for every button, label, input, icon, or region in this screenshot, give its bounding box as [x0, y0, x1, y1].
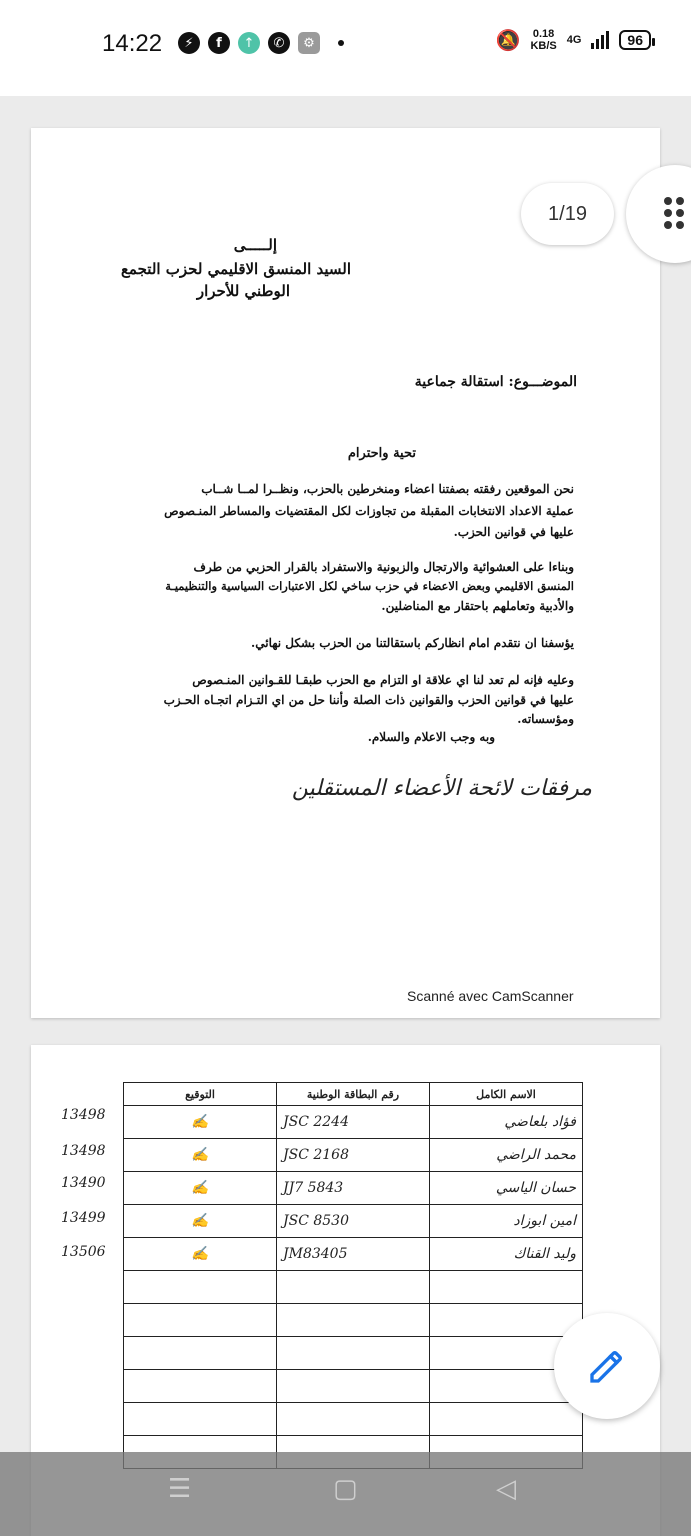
facebook-icon: f	[208, 32, 230, 54]
settings-icon: ⚙	[298, 32, 320, 54]
table-row	[124, 1238, 583, 1271]
more-notifications-dot	[338, 40, 344, 46]
side-number: 13498	[61, 1107, 106, 1123]
national-id: JM83405	[277, 1238, 430, 1271]
side-number: 13498	[61, 1143, 106, 1159]
paragraph-4-line-3: ومؤسساته.	[517, 712, 574, 726]
upload-icon: ↑	[238, 32, 260, 54]
full-name: امين ابوزاد	[430, 1205, 583, 1238]
table-header-row	[124, 1083, 583, 1106]
table-row-empty	[124, 1403, 583, 1436]
full-name: فؤاد بلعاضي	[430, 1106, 583, 1139]
pencil-icon	[587, 1346, 627, 1386]
full-name: حسان الياسي	[430, 1172, 583, 1205]
back-icon[interactable]: ◁	[496, 1474, 516, 1504]
battery-icon	[619, 30, 651, 50]
camscanner-footer: Scanné avec CamScanner	[407, 988, 574, 1004]
letter-addressee-line2: الوطني للأحرار	[196, 282, 290, 300]
full-name: محمد الراضي	[430, 1139, 583, 1172]
letter-addressee-line1: السيد المنسق الاقليمي لحزب التجمع	[120, 260, 351, 278]
recent-apps-icon[interactable]: ☰	[168, 1474, 192, 1504]
side-number: 13506	[61, 1244, 106, 1260]
handwritten-note: مرفقات لائحة الأعضاء المستقلين	[291, 776, 592, 801]
national-id: JSC 8530	[277, 1205, 430, 1238]
table-row-empty	[124, 1370, 583, 1403]
mute-icon: 🔕	[495, 28, 521, 52]
table-row	[124, 1106, 583, 1139]
full-name: وليد القناك	[430, 1238, 583, 1271]
page-indicator: 1/19	[521, 183, 614, 245]
network-type: 4G	[566, 34, 582, 46]
paragraph-2-line-2: المنسق الاقليمي وبعض الاعضاء في حزب ساخي لكل الاعتبارات السياسية والتنظيميـة	[165, 579, 574, 593]
speed-value: 0.18	[532, 28, 555, 40]
table-row	[124, 1172, 583, 1205]
paragraph-2-line-3: والأدبية وتعاملهم باحتقار مع المناضلين.	[381, 599, 574, 613]
signature: ✍	[124, 1205, 277, 1238]
paragraph-4-line-2: عليها في قوانين الحزب والقوانين ذات الصلة وأننا حل من اي التـزام اتجـاه الحـزب	[163, 693, 574, 707]
paragraph-3: يؤسفنا ان نتقدم امام انظاركم باستقالتنا من الحزب بشكل نهائي.	[251, 636, 574, 650]
table-row-empty	[124, 1271, 583, 1304]
paragraph-1-line-2: عملية الاعداد الانتخابات المقبلة من تجاوزات لكل المقتضيات والمساطر المنـصوص	[164, 504, 574, 518]
paragraph-4-line-1: وعليه فإنه لم تعد لنا اي علاقة او التزام مع الحزب طبقـا للقـوانين المنـصوص	[192, 673, 574, 687]
edit-button[interactable]	[554, 1313, 660, 1419]
national-id: JJ7 5843	[277, 1172, 430, 1205]
table-row-empty	[124, 1337, 583, 1370]
status-bar	[0, 0, 691, 96]
letter-greeting: تحية واحترام	[347, 446, 416, 461]
letter-to: إلـــــى	[233, 236, 277, 254]
header-national-id: رقم البطاقة الوطنية	[277, 1083, 430, 1106]
letter-closing: وبه وجب الاعلام والسلام.	[367, 730, 495, 744]
table-row	[124, 1205, 583, 1238]
side-number: 13499	[61, 1210, 106, 1226]
navigation-bar	[0, 1452, 691, 1536]
network-speed	[530, 28, 556, 52]
national-id: JSC 2244	[277, 1106, 430, 1139]
messenger-icon: ⚡	[178, 32, 200, 54]
header-full-name: الاسم الكامل	[430, 1083, 583, 1106]
paragraph-1-line-1: نحن الموقعين رفقته بصفتنا اعضاء ومنخرطين بالحزب، ونظــرا لمــا شــاب	[201, 482, 574, 496]
side-number: 13490	[61, 1175, 106, 1191]
header-signature: التوقيع	[124, 1083, 277, 1106]
table-row-empty	[124, 1304, 583, 1337]
paragraph-2-line-1: وبناءا على العشوائية والارتجال والزبونية والاستفراد بالقرار الحزبي من طرف	[193, 560, 574, 574]
system-status	[496, 28, 651, 52]
members-table	[123, 1082, 583, 1469]
clock: 14:22	[102, 30, 163, 57]
table-row	[124, 1139, 583, 1172]
document-page-1	[31, 128, 660, 1018]
signal-icon	[591, 31, 609, 49]
home-icon[interactable]: ▢	[333, 1474, 358, 1504]
paragraph-1-line-3: عليها في قوانين الحزب.	[453, 525, 574, 539]
signature: ✍	[124, 1238, 277, 1271]
letter-subject: الموضـــوع: استقالة جماعية	[414, 374, 577, 390]
speed-unit: KB/S	[530, 40, 557, 52]
signature: ✍	[124, 1172, 277, 1205]
notification-icons	[178, 32, 344, 54]
phone-icon: ✆	[268, 32, 290, 54]
battery-level: 96	[627, 32, 643, 48]
signature: ✍	[124, 1106, 277, 1139]
national-id: JSC 2168	[277, 1139, 430, 1172]
signature: ✍	[124, 1139, 277, 1172]
menu-dots-icon	[664, 197, 684, 229]
